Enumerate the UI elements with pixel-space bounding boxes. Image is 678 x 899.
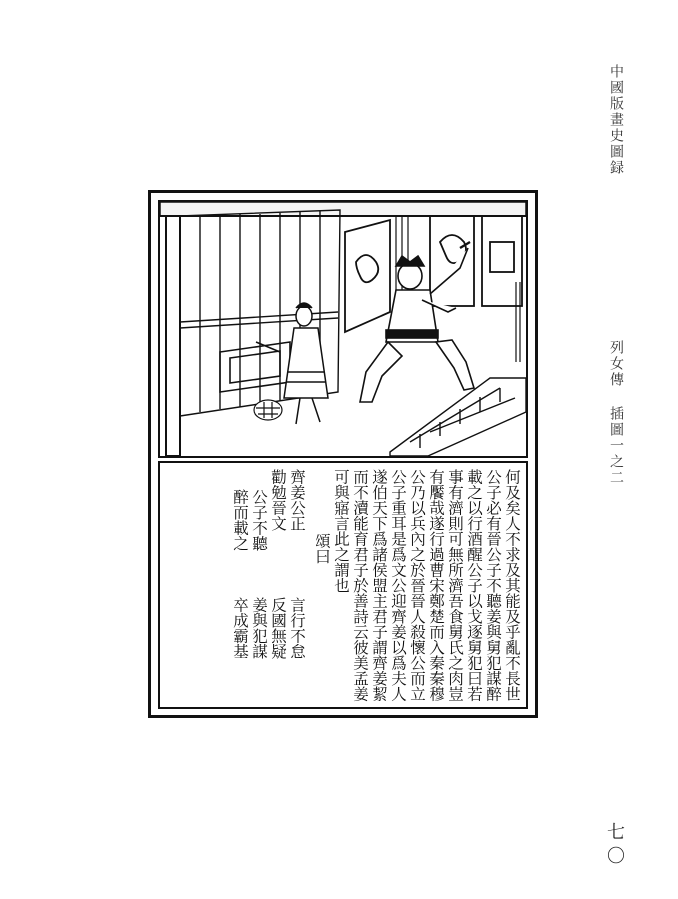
narrative-column: 公乃以兵內之於晉晉人殺懷公而立: [408, 469, 426, 702]
section-label: 列女傳 插圖一之二: [608, 340, 624, 486]
narrative-column: 遂伯天下爲諸侯盟主君子謂齊姜絜: [370, 469, 388, 702]
verse-line-bottom: 反國無疑: [269, 597, 287, 659]
narrative-column: 而不瀆能育君子於善詩云彼美孟姜: [351, 469, 369, 702]
narrative-column: 可與寤言此之謂也: [332, 469, 350, 593]
verse-pair: [267, 469, 286, 687]
verse-line-top: 齊姜公正: [288, 469, 306, 531]
woodblock-plate: [148, 190, 538, 718]
verse-pair: [248, 469, 267, 687]
book-title: 中國版畫史圖録: [608, 64, 624, 176]
verse-line-top: 醉而載之: [231, 489, 249, 551]
text-columns: [229, 469, 520, 705]
narrative-column: 公子必有晉公子不聽姜與舅犯謀醉: [484, 469, 502, 702]
verse-pair: [229, 469, 248, 687]
verse-pair: [286, 469, 305, 687]
narrative-column: 公子重耳是爲文公迎齊姜以爲夫人: [389, 469, 407, 702]
verse-heading: 頌曰: [313, 533, 331, 564]
verse-line-top: 勸勉晉文: [269, 469, 287, 531]
narrative-column: 載之以行酒醒公子以戈逐舅犯曰若: [465, 469, 483, 702]
verse-line-bottom: 卒成霸基: [231, 597, 249, 659]
text-panel: [158, 461, 528, 709]
verse-line-top: 公子不聽: [250, 489, 268, 551]
woodcut-illustration: [158, 200, 528, 458]
narrative-column: 有饜哉遂行過曹宋鄭楚而入秦秦穆: [427, 469, 445, 702]
page-number: 七〇: [604, 822, 625, 870]
illustration-drawing: [160, 202, 526, 456]
verse-line-bottom: 言行不怠: [288, 597, 306, 659]
narrative-column: 事有濟則可無所濟吾食舅氏之肉豈: [446, 469, 464, 702]
narrative-column: 何及矣人不求及其能及乎亂不長世: [503, 469, 521, 702]
verse-line-bottom: 姜與犯謀: [250, 597, 268, 659]
